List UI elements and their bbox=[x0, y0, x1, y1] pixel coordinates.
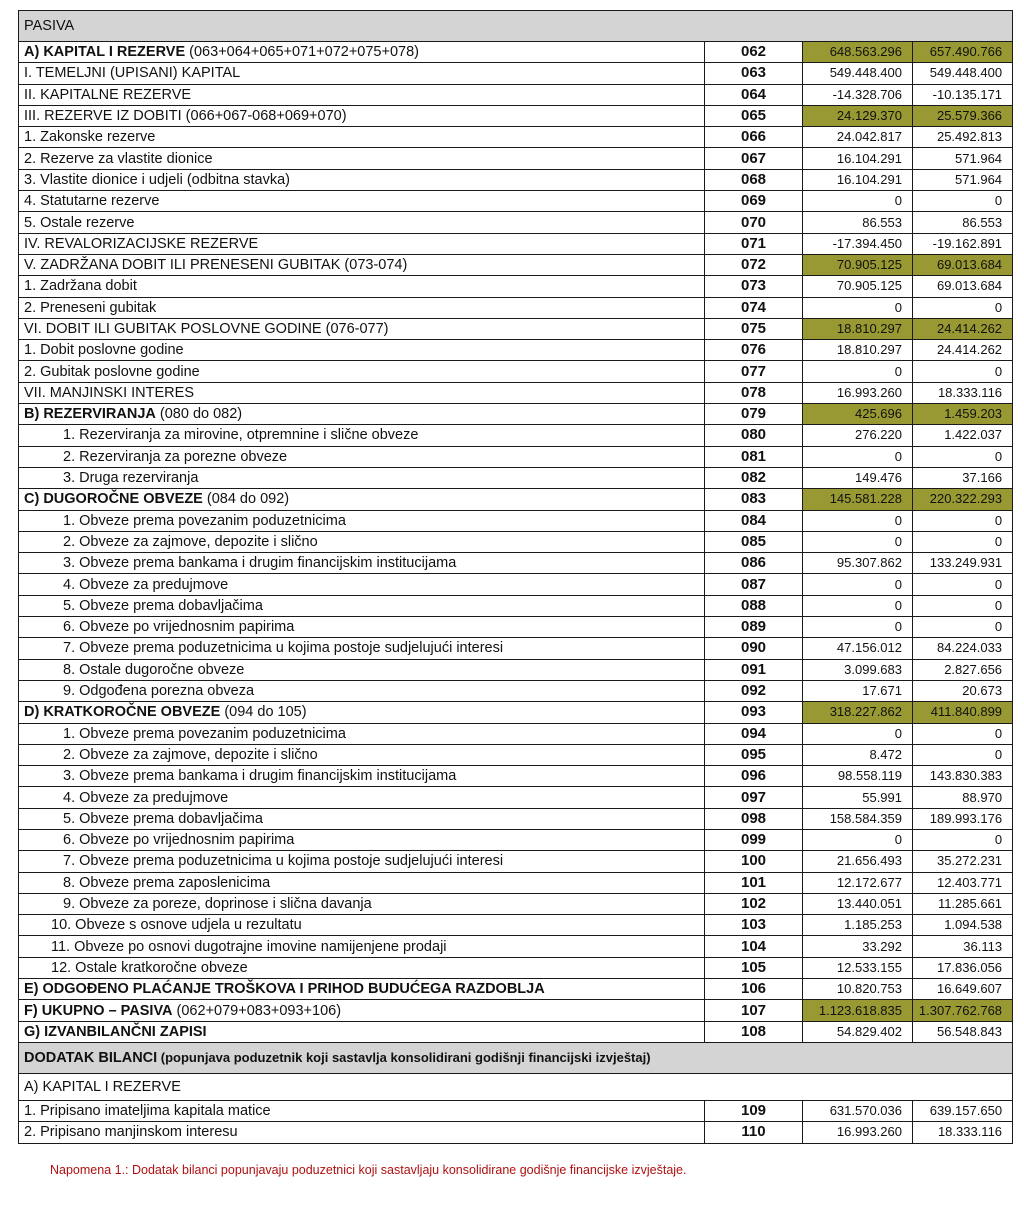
row-value-previous: 18.810.297 bbox=[803, 318, 913, 339]
row-value-previous: 16.104.291 bbox=[803, 169, 913, 190]
row-aop-code: 090 bbox=[705, 638, 803, 659]
row-label: 2. Preneseni gubitak bbox=[19, 297, 705, 318]
row-label: 7. Obveze prema poduzetnicima u kojima postoje sudjelujući interesi bbox=[19, 638, 705, 659]
row-value-current: 69.013.684 bbox=[913, 254, 1013, 275]
row-aop-code: 082 bbox=[705, 467, 803, 488]
table-row bbox=[19, 936, 1013, 957]
row-aop-code: 075 bbox=[705, 318, 803, 339]
row-value-current: 143.830.383 bbox=[913, 766, 1013, 787]
row-value-current: 0 bbox=[913, 744, 1013, 765]
row-value-previous: 158.584.359 bbox=[803, 808, 913, 829]
table-row bbox=[19, 233, 1013, 254]
row-value-previous: 0 bbox=[803, 361, 913, 382]
row-aop-code: 088 bbox=[705, 595, 803, 616]
table-row bbox=[19, 702, 1013, 723]
row-label: 5. Obveze prema dobavljačima bbox=[19, 595, 705, 616]
row-label: 3. Druga rezerviranja bbox=[19, 467, 705, 488]
addendum-row bbox=[19, 1122, 1013, 1143]
row-label: VI. DOBIT ILI GUBITAK POSLOVNE GODINE (076-077) bbox=[19, 318, 705, 339]
row-value-previous: 95.307.862 bbox=[803, 553, 913, 574]
row-aop-code: 085 bbox=[705, 531, 803, 552]
row-aop-code: 084 bbox=[705, 510, 803, 531]
row-label-section: B) REZERVIRANJA bbox=[24, 406, 156, 423]
row-label bbox=[19, 489, 705, 510]
row-aop-code: 080 bbox=[705, 425, 803, 446]
row-value-previous: 145.581.228 bbox=[803, 489, 913, 510]
row-value-previous: 0 bbox=[803, 191, 913, 212]
addendum-section-row bbox=[19, 1073, 1013, 1100]
row-aop-code: 072 bbox=[705, 254, 803, 275]
row-value-current: 1.094.538 bbox=[913, 915, 1013, 936]
table-row bbox=[19, 127, 1013, 148]
row-label: 1. Zadržana dobit bbox=[19, 276, 705, 297]
table-row bbox=[19, 595, 1013, 616]
row-value-previous: 1.123.618.835 bbox=[803, 1000, 913, 1021]
table-row bbox=[19, 680, 1013, 701]
row-value-previous: 631.570.036 bbox=[803, 1100, 913, 1121]
row-label: V. ZADRŽANA DOBIT ILI PRENESENI GUBITAK (073-074) bbox=[19, 254, 705, 275]
row-label bbox=[19, 702, 705, 723]
row-value-current: 133.249.931 bbox=[913, 553, 1013, 574]
row-label-section: G) IZVANBILANČNI ZAPISI bbox=[24, 1023, 207, 1040]
row-aop-code: 066 bbox=[705, 127, 803, 148]
row-aop-code: 102 bbox=[705, 893, 803, 914]
table-row bbox=[19, 148, 1013, 169]
table-row bbox=[19, 340, 1013, 361]
row-value-current: 0 bbox=[913, 617, 1013, 638]
row-value-previous: 47.156.012 bbox=[803, 638, 913, 659]
row-value-current: 1.307.762.768 bbox=[913, 1000, 1013, 1021]
row-aop-code: 095 bbox=[705, 744, 803, 765]
row-label: 10. Obveze s osnove udjela u rezultatu bbox=[19, 915, 705, 936]
row-value-current: 549.448.400 bbox=[913, 63, 1013, 84]
row-value-current: 20.673 bbox=[913, 680, 1013, 701]
table-row bbox=[19, 829, 1013, 850]
row-aop-code: 071 bbox=[705, 233, 803, 254]
row-aop-code: 086 bbox=[705, 553, 803, 574]
row-value-current: 0 bbox=[913, 829, 1013, 850]
table-row bbox=[19, 169, 1013, 190]
row-value-previous: 0 bbox=[803, 574, 913, 595]
table-row bbox=[19, 893, 1013, 914]
table-row bbox=[19, 446, 1013, 467]
row-label: 8. Ostale dugoročne obveze bbox=[19, 659, 705, 680]
table-row bbox=[19, 191, 1013, 212]
table-row bbox=[19, 276, 1013, 297]
row-value-previous: 0 bbox=[803, 297, 913, 318]
table-row bbox=[19, 1021, 1013, 1042]
row-label: 2. Obveze za zajmove, depozite i slično bbox=[19, 744, 705, 765]
row-value-previous: 16.993.260 bbox=[803, 1122, 913, 1143]
row-label: 1. Rezerviranja za mirovine, otpremnine i slične obveze bbox=[19, 425, 705, 446]
row-value-previous: 10.820.753 bbox=[803, 979, 913, 1000]
row-value-current: 639.157.650 bbox=[913, 1100, 1013, 1121]
row-aop-code: 089 bbox=[705, 617, 803, 638]
table-row bbox=[19, 489, 1013, 510]
table-row bbox=[19, 361, 1013, 382]
row-label: 12. Ostale kratkoročne obveze bbox=[19, 957, 705, 978]
row-aop-code: 091 bbox=[705, 659, 803, 680]
row-aop-code: 065 bbox=[705, 105, 803, 126]
row-label-section: C) DUGOROČNE OBVEZE bbox=[24, 491, 203, 508]
row-value-previous: 149.476 bbox=[803, 467, 913, 488]
table-row bbox=[19, 787, 1013, 808]
row-value-current: 69.013.684 bbox=[913, 276, 1013, 297]
row-value-current: 571.964 bbox=[913, 169, 1013, 190]
row-label: 2. Pripisano manjinskom interesu bbox=[19, 1122, 705, 1143]
row-value-previous: 0 bbox=[803, 723, 913, 744]
row-value-current: 411.840.899 bbox=[913, 702, 1013, 723]
row-aop-code: 096 bbox=[705, 766, 803, 787]
row-value-previous: -14.328.706 bbox=[803, 84, 913, 105]
table-row bbox=[19, 42, 1013, 63]
row-value-current: 1.422.037 bbox=[913, 425, 1013, 446]
row-value-previous: 98.558.119 bbox=[803, 766, 913, 787]
row-value-current: 2.827.656 bbox=[913, 659, 1013, 680]
row-value-current: 220.322.293 bbox=[913, 489, 1013, 510]
table-row bbox=[19, 318, 1013, 339]
row-label bbox=[19, 1000, 705, 1021]
addendum-title-note: (popunjava poduzetnik koji sastavlja konsolidirani godišnji financijski izvještaj) bbox=[157, 1049, 651, 1065]
row-aop-code: 074 bbox=[705, 297, 803, 318]
table-row bbox=[19, 723, 1013, 744]
row-label: 6. Obveze po vrijednosnim papirima bbox=[19, 829, 705, 850]
table-row bbox=[19, 872, 1013, 893]
row-value-previous: 3.099.683 bbox=[803, 659, 913, 680]
table-row bbox=[19, 63, 1013, 84]
row-label-section: E) ODGOĐENO PLAĆANJE TROŠKOVA I PRIHOD BUDUĆEGA RAZDOBLJA bbox=[24, 981, 545, 998]
row-aop-code: 081 bbox=[705, 446, 803, 467]
row-value-current: 25.579.366 bbox=[913, 105, 1013, 126]
row-aop-code: 076 bbox=[705, 340, 803, 361]
row-label: 1. Dobit poslovne godine bbox=[19, 340, 705, 361]
footnote: Napomena 1.: Dodatak bilanci popunjavaju poduzetnici koji sastavljaju konsolidirane godišnje financijske izvještaje. bbox=[50, 1163, 687, 1177]
table-row bbox=[19, 915, 1013, 936]
row-aop-code: 101 bbox=[705, 872, 803, 893]
row-label: III. REZERVE IZ DOBITI (066+067-068+069+070) bbox=[19, 105, 705, 126]
row-label: 8. Obveze prema zaposlenicima bbox=[19, 872, 705, 893]
row-label bbox=[19, 42, 705, 63]
row-label: 1. Obveze prema povezanim poduzetnicima bbox=[19, 723, 705, 744]
row-label: 5. Ostale rezerve bbox=[19, 212, 705, 233]
table-row bbox=[19, 744, 1013, 765]
row-value-previous: 12.533.155 bbox=[803, 957, 913, 978]
row-value-current: 0 bbox=[913, 297, 1013, 318]
addendum-row bbox=[19, 1100, 1013, 1121]
table-row bbox=[19, 212, 1013, 233]
row-label: 11. Obveze po osnovi dugotrajne imovine namijenjene prodaji bbox=[19, 936, 705, 957]
row-aop-code: 098 bbox=[705, 808, 803, 829]
row-value-current: 84.224.033 bbox=[913, 638, 1013, 659]
row-label: 1. Obveze prema povezanim poduzetnicima bbox=[19, 510, 705, 531]
row-label: 7. Obveze prema poduzetnicima u kojima postoje sudjelujući interesi bbox=[19, 851, 705, 872]
row-value-current: 0 bbox=[913, 446, 1013, 467]
row-label-formula: (062+079+083+093+106) bbox=[172, 1002, 342, 1019]
row-value-current: 0 bbox=[913, 531, 1013, 552]
table-row bbox=[19, 425, 1013, 446]
row-label-formula: (080 do 082) bbox=[155, 406, 243, 423]
row-value-previous: 0 bbox=[803, 446, 913, 467]
row-label: 4. Obveze za predujmove bbox=[19, 787, 705, 808]
row-aop-code: 104 bbox=[705, 936, 803, 957]
row-value-current: 11.285.661 bbox=[913, 893, 1013, 914]
row-value-current: 86.553 bbox=[913, 212, 1013, 233]
row-aop-code: 107 bbox=[705, 1000, 803, 1021]
row-aop-code: 108 bbox=[705, 1021, 803, 1042]
row-label-formula: (094 do 105) bbox=[220, 704, 307, 721]
table-row bbox=[19, 404, 1013, 425]
row-label bbox=[19, 1021, 705, 1042]
row-value-current: 18.333.116 bbox=[913, 1122, 1013, 1143]
row-label: 2. Obveze za zajmove, depozite i slično bbox=[19, 531, 705, 552]
row-value-current: 16.649.607 bbox=[913, 979, 1013, 1000]
row-value-previous: 55.991 bbox=[803, 787, 913, 808]
row-value-previous: 17.671 bbox=[803, 680, 913, 701]
row-value-previous: 70.905.125 bbox=[803, 254, 913, 275]
row-value-previous: 1.185.253 bbox=[803, 915, 913, 936]
row-value-previous: 54.829.402 bbox=[803, 1021, 913, 1042]
row-value-current: 18.333.116 bbox=[913, 382, 1013, 403]
row-value-current: 56.548.843 bbox=[913, 1021, 1013, 1042]
table-row bbox=[19, 851, 1013, 872]
row-value-current: 12.403.771 bbox=[913, 872, 1013, 893]
row-label: 3. Vlastite dionice i udjeli (odbitna stavka) bbox=[19, 169, 705, 190]
table-row bbox=[19, 957, 1013, 978]
row-label: 2. Gubitak poslovne godine bbox=[19, 361, 705, 382]
table-row bbox=[19, 510, 1013, 531]
row-aop-code: 103 bbox=[705, 915, 803, 936]
row-value-current: 0 bbox=[913, 723, 1013, 744]
row-value-previous: 549.448.400 bbox=[803, 63, 913, 84]
pasiva-title: PASIVA bbox=[19, 11, 1013, 42]
row-aop-code: 068 bbox=[705, 169, 803, 190]
table-row bbox=[19, 382, 1013, 403]
row-aop-code: 073 bbox=[705, 276, 803, 297]
row-label: 6. Obveze po vrijednosnim papirima bbox=[19, 617, 705, 638]
row-label bbox=[19, 979, 705, 1000]
row-value-current: 0 bbox=[913, 191, 1013, 212]
row-aop-code: 099 bbox=[705, 829, 803, 850]
table-row bbox=[19, 617, 1013, 638]
row-value-current: 24.414.262 bbox=[913, 340, 1013, 361]
row-value-previous: 318.227.862 bbox=[803, 702, 913, 723]
row-value-previous: 0 bbox=[803, 510, 913, 531]
row-value-previous: 16.993.260 bbox=[803, 382, 913, 403]
row-value-current: 657.490.766 bbox=[913, 42, 1013, 63]
row-aop-code: 069 bbox=[705, 191, 803, 212]
row-value-current: -10.135.171 bbox=[913, 84, 1013, 105]
row-value-previous: -17.394.450 bbox=[803, 233, 913, 254]
row-aop-code: 105 bbox=[705, 957, 803, 978]
row-aop-code: 100 bbox=[705, 851, 803, 872]
row-label: 4. Obveze za predujmove bbox=[19, 574, 705, 595]
row-aop-code: 110 bbox=[705, 1122, 803, 1143]
row-label-formula: (063+064+065+071+072+075+078) bbox=[185, 44, 419, 61]
row-label-formula: (084 do 092) bbox=[202, 491, 290, 508]
row-value-current: 37.166 bbox=[913, 467, 1013, 488]
row-label: 1. Zakonske rezerve bbox=[19, 127, 705, 148]
row-label: 4. Statutarne rezerve bbox=[19, 191, 705, 212]
row-value-previous: 0 bbox=[803, 531, 913, 552]
table-row bbox=[19, 467, 1013, 488]
row-aop-code: 070 bbox=[705, 212, 803, 233]
row-label-section: A) KAPITAL I REZERVE bbox=[24, 44, 186, 61]
row-aop-code: 079 bbox=[705, 404, 803, 425]
row-value-current: 35.272.231 bbox=[913, 851, 1013, 872]
row-value-previous: 18.810.297 bbox=[803, 340, 913, 361]
table-row bbox=[19, 979, 1013, 1000]
row-label: 3. Obveze prema bankama i drugim financijskim institucijama bbox=[19, 553, 705, 574]
row-value-previous: 24.042.817 bbox=[803, 127, 913, 148]
row-aop-code: 077 bbox=[705, 361, 803, 382]
row-value-previous: 0 bbox=[803, 829, 913, 850]
row-aop-code: 094 bbox=[705, 723, 803, 744]
row-aop-code: 083 bbox=[705, 489, 803, 510]
row-value-current: 88.970 bbox=[913, 787, 1013, 808]
row-value-current: -19.162.891 bbox=[913, 233, 1013, 254]
row-label: 5. Obveze prema dobavljačima bbox=[19, 808, 705, 829]
row-value-current: 0 bbox=[913, 595, 1013, 616]
table-row bbox=[19, 574, 1013, 595]
row-value-current: 0 bbox=[913, 361, 1013, 382]
row-label-section: F) UKUPNO – PASIVA bbox=[24, 1002, 173, 1019]
row-aop-code: 067 bbox=[705, 148, 803, 169]
row-value-previous: 276.220 bbox=[803, 425, 913, 446]
row-label: 1. Pripisano imateljima kapitala matice bbox=[19, 1100, 705, 1121]
row-value-current: 0 bbox=[913, 510, 1013, 531]
row-value-previous: 648.563.296 bbox=[803, 42, 913, 63]
row-value-current: 0 bbox=[913, 574, 1013, 595]
row-aop-code: 063 bbox=[705, 63, 803, 84]
table-row bbox=[19, 638, 1013, 659]
row-label: II. KAPITALNE REZERVE bbox=[19, 84, 705, 105]
row-aop-code: 093 bbox=[705, 702, 803, 723]
row-value-previous: 0 bbox=[803, 617, 913, 638]
row-aop-code: 097 bbox=[705, 787, 803, 808]
row-label: 2. Rezerve za vlastite dionice bbox=[19, 148, 705, 169]
row-label-section: D) KRATKOROČNE OBVEZE bbox=[24, 704, 221, 721]
row-value-current: 189.993.176 bbox=[913, 808, 1013, 829]
addendum-section-title: A) KAPITAL I REZERVE bbox=[19, 1073, 1013, 1100]
table-row bbox=[19, 1000, 1013, 1021]
row-value-previous: 0 bbox=[803, 595, 913, 616]
row-value-current: 25.492.813 bbox=[913, 127, 1013, 148]
table-row bbox=[19, 766, 1013, 787]
row-aop-code: 064 bbox=[705, 84, 803, 105]
row-aop-code: 078 bbox=[705, 382, 803, 403]
row-value-previous: 21.656.493 bbox=[803, 851, 913, 872]
row-aop-code: 109 bbox=[705, 1100, 803, 1121]
row-label: 9. Odgođena porezna obveza bbox=[19, 680, 705, 701]
row-aop-code: 106 bbox=[705, 979, 803, 1000]
row-value-current: 571.964 bbox=[913, 148, 1013, 169]
row-value-previous: 425.696 bbox=[803, 404, 913, 425]
row-aop-code: 092 bbox=[705, 680, 803, 701]
row-value-previous: 13.440.051 bbox=[803, 893, 913, 914]
row-value-previous: 33.292 bbox=[803, 936, 913, 957]
row-value-current: 17.836.056 bbox=[913, 957, 1013, 978]
table-row bbox=[19, 84, 1013, 105]
row-value-previous: 86.553 bbox=[803, 212, 913, 233]
table-row bbox=[19, 531, 1013, 552]
row-value-current: 36.113 bbox=[913, 936, 1013, 957]
row-label: 2. Rezerviranja za porezne obveze bbox=[19, 446, 705, 467]
liabilities-table bbox=[18, 10, 1013, 1144]
addendum-title-cell bbox=[19, 1042, 1013, 1073]
row-label: 3. Obveze prema bankama i drugim financijskim institucijama bbox=[19, 766, 705, 787]
table-row bbox=[19, 297, 1013, 318]
row-value-previous: 70.905.125 bbox=[803, 276, 913, 297]
row-label bbox=[19, 404, 705, 425]
addendum-title: DODATAK BILANCI bbox=[24, 1049, 158, 1066]
row-value-current: 1.459.203 bbox=[913, 404, 1013, 425]
row-value-current: 24.414.262 bbox=[913, 318, 1013, 339]
row-aop-code: 087 bbox=[705, 574, 803, 595]
table-row bbox=[19, 254, 1013, 275]
row-value-previous: 8.472 bbox=[803, 744, 913, 765]
table-row bbox=[19, 808, 1013, 829]
table-row bbox=[19, 659, 1013, 680]
row-label: I. TEMELJNI (UPISANI) KAPITAL bbox=[19, 63, 705, 84]
row-label: IV. REVALORIZACIJSKE REZERVE bbox=[19, 233, 705, 254]
row-label: VII. MANJINSKI INTERES bbox=[19, 382, 705, 403]
row-value-previous: 12.172.677 bbox=[803, 872, 913, 893]
balance-sheet-liabilities bbox=[18, 10, 1012, 1144]
pasiva-header-row bbox=[19, 11, 1013, 42]
row-aop-code: 062 bbox=[705, 42, 803, 63]
table-row bbox=[19, 105, 1013, 126]
row-value-previous: 16.104.291 bbox=[803, 148, 913, 169]
row-label: 9. Obveze za poreze, doprinose i slična davanja bbox=[19, 893, 705, 914]
table-row bbox=[19, 553, 1013, 574]
addendum-header-row bbox=[19, 1042, 1013, 1073]
row-value-previous: 24.129.370 bbox=[803, 105, 913, 126]
